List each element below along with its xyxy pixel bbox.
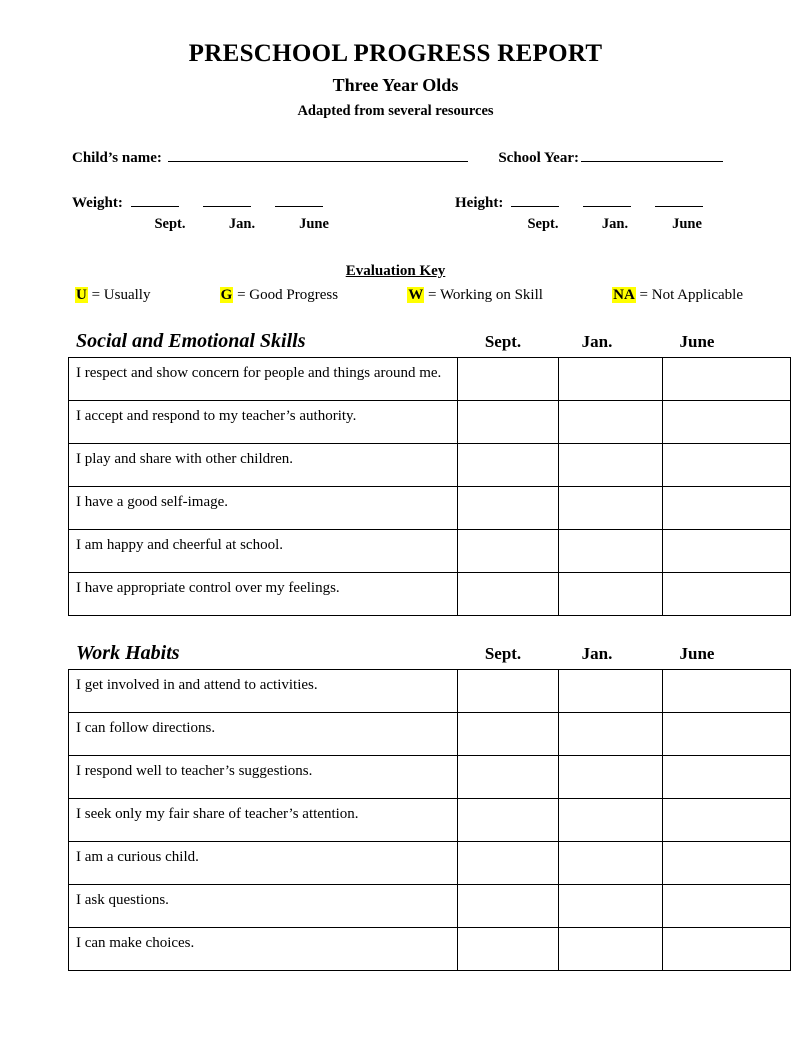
mark-cell-june[interactable]: [663, 927, 791, 970]
key-text-na: = Not Applicable: [639, 286, 743, 303]
height-month-june: June: [672, 215, 702, 232]
table-row: [69, 798, 791, 841]
mark-cell-sept[interactable]: [457, 443, 558, 486]
key-item-working-on-skill: [407, 287, 543, 304]
column-header-jan: Jan.: [581, 331, 613, 351]
weight-sept-input[interactable]: [131, 193, 179, 207]
section-heading-work-habits: [76, 642, 751, 665]
skill-label: I am happy and cheerful at school.: [69, 529, 458, 572]
weight-month-sept: Sept.: [154, 215, 186, 232]
skill-label: I seek only my fair share of teacher’s attention.: [69, 798, 458, 841]
key-code-g: G: [220, 286, 233, 303]
mark-cell-sept[interactable]: [457, 755, 558, 798]
mark-cell-jan[interactable]: [558, 798, 663, 841]
evaluation-key-title: Evaluation Key: [345, 262, 446, 279]
mark-cell-june[interactable]: [663, 669, 791, 712]
skill-label: I accept and respond to my teacher’s authority.: [69, 400, 458, 443]
evaluation-key-row: [75, 287, 743, 304]
skill-label: I can follow directions.: [69, 712, 458, 755]
table-row: [69, 443, 791, 486]
column-header-june: June: [679, 643, 715, 663]
document-page: [0, 40, 791, 1064]
column-header-sept: Sept.: [484, 643, 522, 663]
column-header-june: June: [679, 331, 715, 351]
mark-cell-sept[interactable]: [457, 841, 558, 884]
mark-cell-jan[interactable]: [558, 669, 663, 712]
skill-label: I play and share with other children.: [69, 443, 458, 486]
mark-cell-jan[interactable]: [558, 755, 663, 798]
skill-label: I can make choices.: [69, 927, 458, 970]
mark-cell-jan[interactable]: [558, 486, 663, 529]
key-text-w: = Working on Skill: [428, 286, 543, 303]
mark-cell-sept[interactable]: [457, 798, 558, 841]
key-code-na: NA: [613, 286, 635, 303]
section-title: Work Habits: [76, 641, 180, 664]
height-sept-input[interactable]: [511, 193, 559, 207]
child-name-input[interactable]: [168, 148, 468, 162]
mark-cell-jan[interactable]: [558, 884, 663, 927]
school-year-label: School Year:: [498, 149, 579, 166]
mark-cell-june[interactable]: [663, 755, 791, 798]
table-row: [69, 755, 791, 798]
mark-cell-june[interactable]: [663, 357, 791, 400]
weight-label: Weight:: [72, 194, 123, 211]
table-row: [69, 529, 791, 572]
table-row: [69, 669, 791, 712]
mark-cell-june[interactable]: [663, 443, 791, 486]
key-item-good-progress: [220, 287, 338, 304]
measurements-row: [72, 193, 723, 233]
mark-cell-sept[interactable]: [457, 712, 558, 755]
mark-cell-sept[interactable]: [457, 357, 558, 400]
key-code-w: W: [408, 286, 424, 303]
key-text-g: = Good Progress: [237, 286, 339, 303]
section-column-headers: [455, 332, 751, 352]
table-row: [69, 572, 791, 615]
mark-cell-jan[interactable]: [558, 400, 663, 443]
mark-cell-jan[interactable]: [558, 712, 663, 755]
mark-cell-jan[interactable]: [558, 841, 663, 884]
mark-cell-june[interactable]: [663, 486, 791, 529]
height-month-jan: Jan.: [601, 215, 629, 232]
skill-label: I respond well to teacher’s suggestions.: [69, 755, 458, 798]
weight-june-input[interactable]: [275, 193, 323, 207]
mark-cell-june[interactable]: [663, 841, 791, 884]
height-group: [455, 193, 723, 233]
skill-label: I have a good self-image.: [69, 486, 458, 529]
height-month-sept: Sept.: [527, 215, 559, 232]
skill-label: I have appropriate control over my feelings.: [69, 572, 458, 615]
key-item-not-applicable: [612, 287, 743, 304]
table-row: [69, 486, 791, 529]
mark-cell-sept[interactable]: [457, 927, 558, 970]
table-row: [69, 712, 791, 755]
section-column-headers: [455, 644, 751, 664]
child-name-label: Child’s name:: [72, 149, 162, 166]
section-heading-social-emotional: [76, 330, 751, 353]
skill-label: I respect and show concern for people and things around me.: [69, 357, 458, 400]
mark-cell-sept[interactable]: [457, 486, 558, 529]
mark-cell-jan[interactable]: [558, 529, 663, 572]
mark-cell-june[interactable]: [663, 529, 791, 572]
section-title: Social and Emotional Skills: [76, 329, 306, 352]
mark-cell-jan[interactable]: [558, 572, 663, 615]
title-block: [0, 40, 791, 120]
mark-cell-jan[interactable]: [558, 443, 663, 486]
table-row: [69, 884, 791, 927]
column-header-jan: Jan.: [581, 643, 613, 663]
mark-cell-june[interactable]: [663, 712, 791, 755]
table-row: [69, 927, 791, 970]
skill-label: I ask questions.: [69, 884, 458, 927]
skill-label: I get involved in and attend to activities.: [69, 669, 458, 712]
mark-cell-sept[interactable]: [457, 400, 558, 443]
table-row: [69, 841, 791, 884]
mark-cell-june[interactable]: [663, 884, 791, 927]
mark-cell-june[interactable]: [663, 798, 791, 841]
height-label: Height:: [455, 194, 504, 211]
page-title: PRESCHOOL PROGRESS REPORT: [188, 40, 603, 67]
page-subsubtitle: Adapted from several resources: [297, 102, 494, 119]
mark-cell-sept[interactable]: [457, 884, 558, 927]
weight-month-june: June: [299, 215, 329, 232]
key-text-u: = Usually: [91, 286, 151, 303]
skills-table-work-habits: [68, 669, 791, 971]
page-subtitle: Three Year Olds: [332, 74, 459, 95]
height-month-labels: [507, 216, 723, 233]
key-code-u: U: [76, 286, 87, 303]
mark-cell-sept[interactable]: [457, 572, 558, 615]
skill-label: I am a curious child.: [69, 841, 458, 884]
table-row: [69, 357, 791, 400]
mark-cell-sept[interactable]: [457, 669, 558, 712]
height-jan-input[interactable]: [583, 193, 631, 207]
mark-cell-jan[interactable]: [558, 357, 663, 400]
form-fields: [72, 148, 723, 233]
weight-jan-input[interactable]: [203, 193, 251, 207]
weight-group: [72, 193, 350, 233]
mark-cell-jan[interactable]: [558, 927, 663, 970]
table-row: [69, 400, 791, 443]
name-year-row: [72, 148, 723, 167]
mark-cell-june[interactable]: [663, 400, 791, 443]
school-year-input[interactable]: [581, 148, 723, 162]
skills-table-social-emotional: [68, 357, 791, 616]
weight-month-labels: [134, 216, 350, 233]
mark-cell-sept[interactable]: [457, 529, 558, 572]
column-header-sept: Sept.: [484, 331, 522, 351]
mark-cell-june[interactable]: [663, 572, 791, 615]
height-june-input[interactable]: [655, 193, 703, 207]
weight-month-jan: Jan.: [228, 215, 256, 232]
key-item-usually: [75, 287, 150, 304]
